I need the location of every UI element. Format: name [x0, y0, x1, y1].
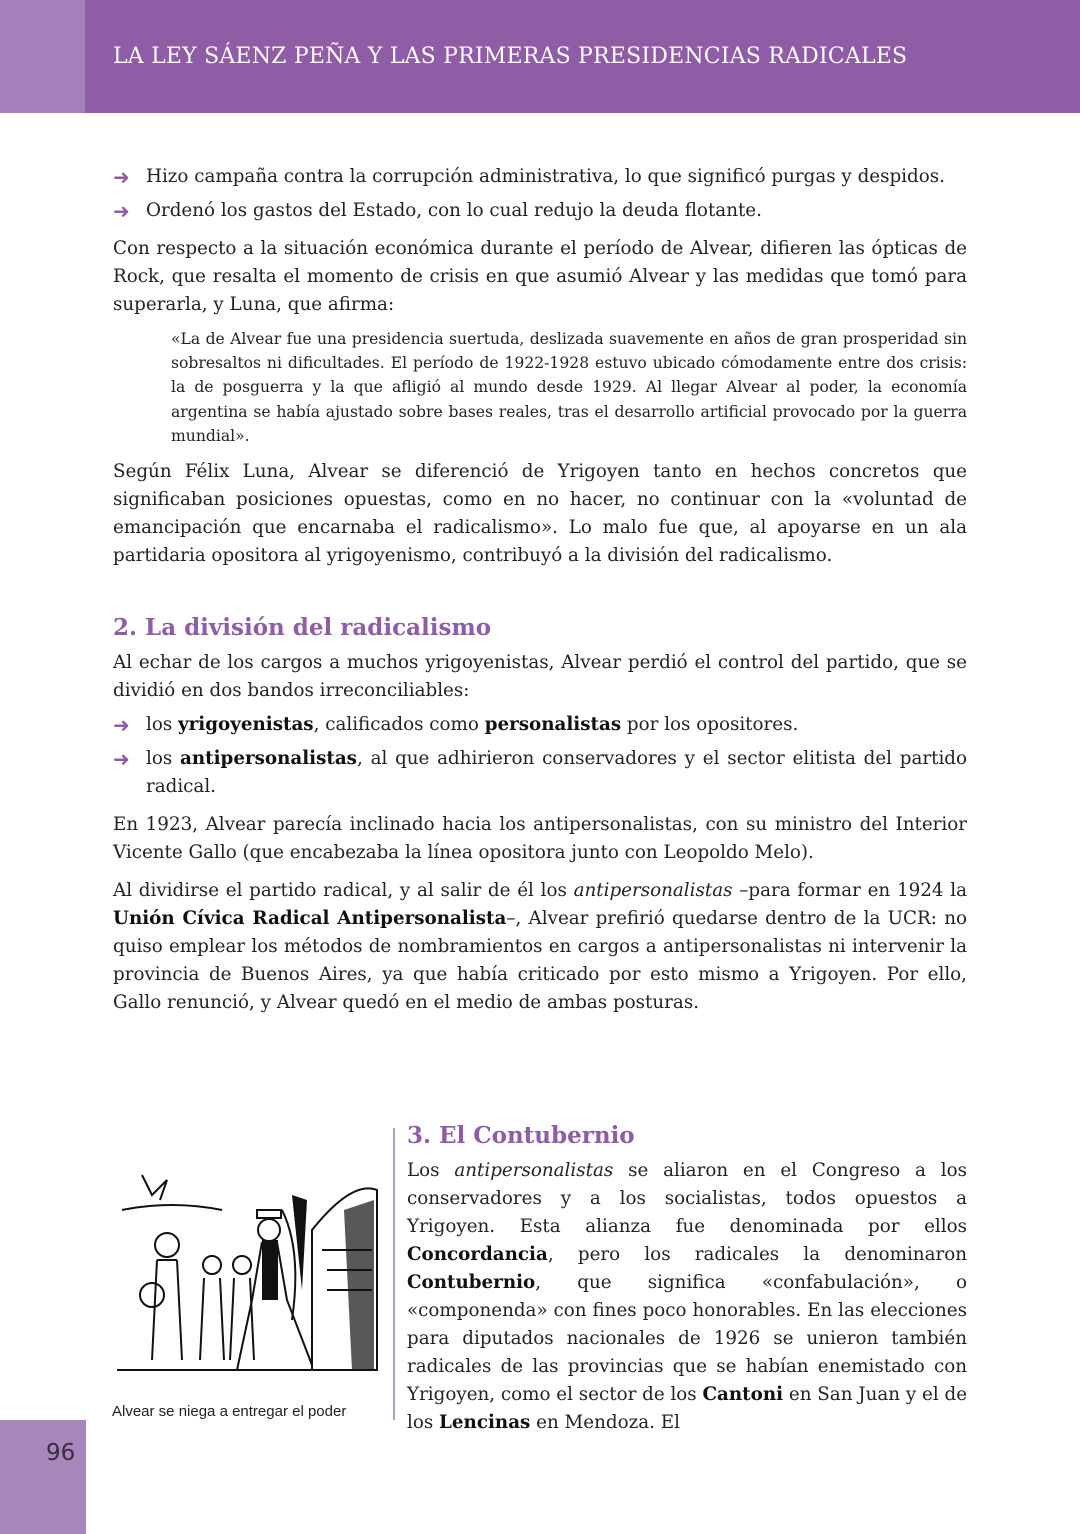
paragraph: Con respecto a la situación económica durante el período de Alvear, difieren las ópticas de Rock, que resalta el momento de crisis en que asumió Alvear y las medidas que tomó para superarla, y Luna, que afirma:	[113, 238, 967, 315]
text: los	[146, 714, 179, 736]
bold-term: Unión Cívica Radical Antipersonalista	[113, 908, 507, 930]
bold-term: Contubernio	[407, 1272, 536, 1293]
bold-term: personalistas	[484, 714, 622, 736]
bold-term: yrigoyenistas	[178, 714, 314, 736]
figure-caption: Alvear se niega a entregar el poder	[112, 1403, 347, 1420]
text: se aliaron en el Congreso a los conservadores y a los socialistas, todos opuestos a Yrigoyen. Esta alianza fue denominada por ellos	[407, 1160, 968, 1237]
text: , que significa «confabulación», o «componenda» con fines poco honorables. En las elecciones para diputados nacionales de 1926 se unieron también radicales de las provincias que se habían enemistado con Yrigoyen, como el sector de los	[407, 1272, 967, 1405]
text: en Mendoza. El	[530, 1412, 680, 1433]
text: –, Alvear prefirió quedarse dentro de la UCR: no quiso emplear los métodos de nombramientos en cargos a antipersonalistas ni intervenir la provincia de Buenos Aires, ya que había criticado por esto mismo a Yrigoyen. Por ello, Gallo renunció, y Alvear quedó en el medio de ambas posturas.	[113, 908, 967, 1014]
arrow-bullet-icon: ➜	[113, 165, 130, 189]
italic-term: antipersonalistas	[454, 1160, 614, 1181]
arrow-bullet-icon: ➜	[113, 747, 130, 772]
text: por los opositores.	[621, 714, 799, 736]
paragraph	[113, 877, 967, 1017]
italic-term: antipersonalistas	[573, 880, 733, 902]
bullet-item	[113, 711, 967, 739]
paragraph: En 1923, Alvear parecía inclinado hacia los antipersonalistas, con su ministro del Interior Vicente Gallo (que encabezaba la línea opositora junto con Leopoldo Melo).	[113, 814, 967, 864]
paragraph: Según Félix Luna, Alvear se diferenció de Yrigoyen tanto en hechos concretos que significaban posiciones opuestas, como en no hacer, no continuar con la «voluntad de emancipación que encarnaba el radicalismo». Lo malo fue que, al apoyarse en un ala partidaria opositora al yrigoyenismo, contribuyó a la división del radicalismo.	[113, 461, 967, 567]
arrow-bullet-icon: ➜	[113, 713, 130, 738]
text: los	[146, 748, 181, 770]
section-3	[407, 1122, 967, 1437]
bullet-text: Hizo campaña contra la corrupción administrativa, lo que significó purgas y despidos.	[146, 166, 945, 187]
chapter-title: LA LEY SÁENZ PEÑA Y LAS PRIMERAS PRESIDENCIAS RADICALES	[113, 44, 908, 69]
block-quote: «La de Alvear fue una presidencia suertuda, deslizada suavemente en años de gran prosperidad sin sobresaltos ni dificultades. El período de 1922-1928 estuvo ubicado cómodamente entre dos crisis: la de posguerra y la que afligió al mundo desde 1929. Al llegar Alvear al poder, la economía argentina se había ajustado sobre bases reales, tras el desarrollo artificial provocado por la guerra mundial».	[171, 330, 967, 445]
column-divider	[393, 1128, 395, 1420]
bold-term: antipersonalistas	[180, 748, 357, 770]
header-accent-strip	[0, 0, 85, 113]
text: –para formar en 1924 la	[732, 880, 967, 902]
section-heading: 3. El Contubernio	[407, 1122, 635, 1149]
text: en San Juan y el de los	[407, 1384, 968, 1433]
paragraph	[407, 1157, 967, 1437]
text: , calificados como	[313, 714, 485, 736]
bold-term: Cantoni	[702, 1384, 784, 1405]
text: , al que adhirieron conservadores y el sector elitista del partido radical.	[146, 748, 967, 798]
text: Los	[407, 1160, 455, 1181]
cartoon-illustration	[112, 1170, 378, 1388]
main-text	[113, 163, 967, 1017]
section-heading: 2. La división del radicalismo	[113, 614, 492, 642]
bold-term: Lencinas	[439, 1412, 531, 1433]
page-header	[85, 0, 1080, 113]
arrow-bullet-icon: ➜	[113, 199, 130, 223]
bold-term: Concordancia	[407, 1244, 548, 1265]
text: Al dividirse el partido radical, y al salir de él los	[113, 880, 574, 902]
page-number: 96	[46, 1440, 76, 1466]
page-number-box	[0, 1420, 86, 1534]
bullet-text: Ordenó los gastos del Estado, con lo cual redujo la deuda flotante.	[146, 200, 762, 221]
text: , pero los radicales la denominaron	[547, 1244, 967, 1265]
bullet-item	[113, 197, 967, 225]
cartoon-drawing	[112, 1170, 378, 1388]
paragraph: Al echar de los cargos a muchos yrigoyenistas, Alvear perdió el control del partido, que se dividió en dos bandos irreconciliables:	[113, 652, 967, 702]
bullet-item	[113, 745, 967, 801]
bullet-item	[113, 163, 967, 191]
